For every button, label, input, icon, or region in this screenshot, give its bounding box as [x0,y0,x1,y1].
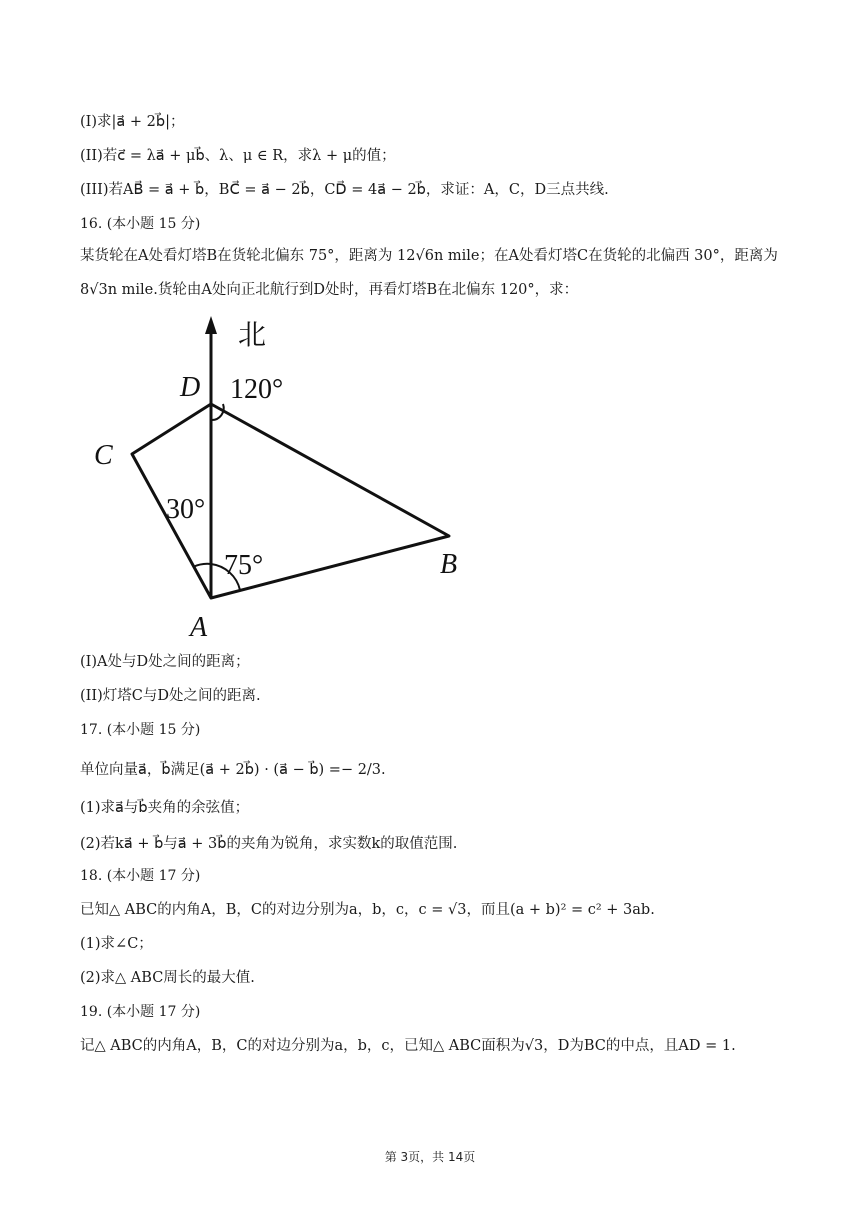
text-line: 某货轮在A处看灯塔B在货轮北偏东 75°，距离为 12√6n mile；在A处看灯塔C在货轮的北偏西 30°，距离为 [80,248,778,264]
text-line: (1)求a⃗与b⃗夹角的余弦值； [80,800,250,816]
point-b-label: B [440,549,458,580]
north-arrow-icon [205,316,217,334]
text-line: 8√3n mile.货轮由A处向正北航行到D处时，再看灯塔B在北偏东 120°，求： [80,282,579,298]
text-line: (III)若AB⃗ = a⃗ + b⃗，BC⃗ = a⃗ − 2b⃗，CD⃗ = 4a⃗ − 2b⃗，求证：A，C，D三点共线. [80,182,609,198]
question-header: 16. (本小题 15 分) [80,216,201,232]
geometry-figure [80,308,480,648]
text-line: 已知△ ABC的内角A，B，C的对边分别为a，b，c，c = √3，而且(a + b)² = c² + 3ab. [80,902,655,918]
text-line: (2)求△ ABC周长的最大值. [80,970,255,986]
point-a-label: A [190,612,208,643]
question-header: 17. (本小题 15 分) [80,722,201,738]
text-line: (I)求|a⃗ + 2b⃗|； [80,114,185,130]
angle-120-label: 120° [230,374,284,405]
text-line: (I)A处与D处之间的距离； [80,654,250,670]
point-c-label: C [94,440,113,471]
page-footer: 第 3页，共 14页 [384,1150,476,1164]
angle-30-label: 30° [166,494,206,525]
text-line: (1)求∠C； [80,936,153,952]
text-line: 记△ ABC的内角A，B，C的对边分别为a，b，c，已知△ ABC面积为√3，D为BC的中点，且AD = 1. [80,1038,736,1054]
angle-75-label: 75° [224,550,264,581]
text-line: 单位向量a⃗，b⃗满足(a⃗ + 2b⃗) · (a⃗ − b⃗) =− 2/3. [80,762,386,778]
north-label: 北 [238,320,267,351]
text-line: (2)若ka⃗ + b⃗与a⃗ + 3b⃗的夹角为锐角，求实数k的取值范围. [80,836,458,852]
point-d-label: D [180,372,201,403]
question-header: 19. (本小题 17 分) [80,1004,201,1020]
text-line: (II)若c⃗ = λa⃗ + μb⃗、λ、μ ∈ R，求λ + μ的值； [80,148,396,164]
question-header: 18. (本小题 17 分) [80,868,201,884]
text-line: (II)灯塔C与D处之间的距离. [80,688,261,704]
